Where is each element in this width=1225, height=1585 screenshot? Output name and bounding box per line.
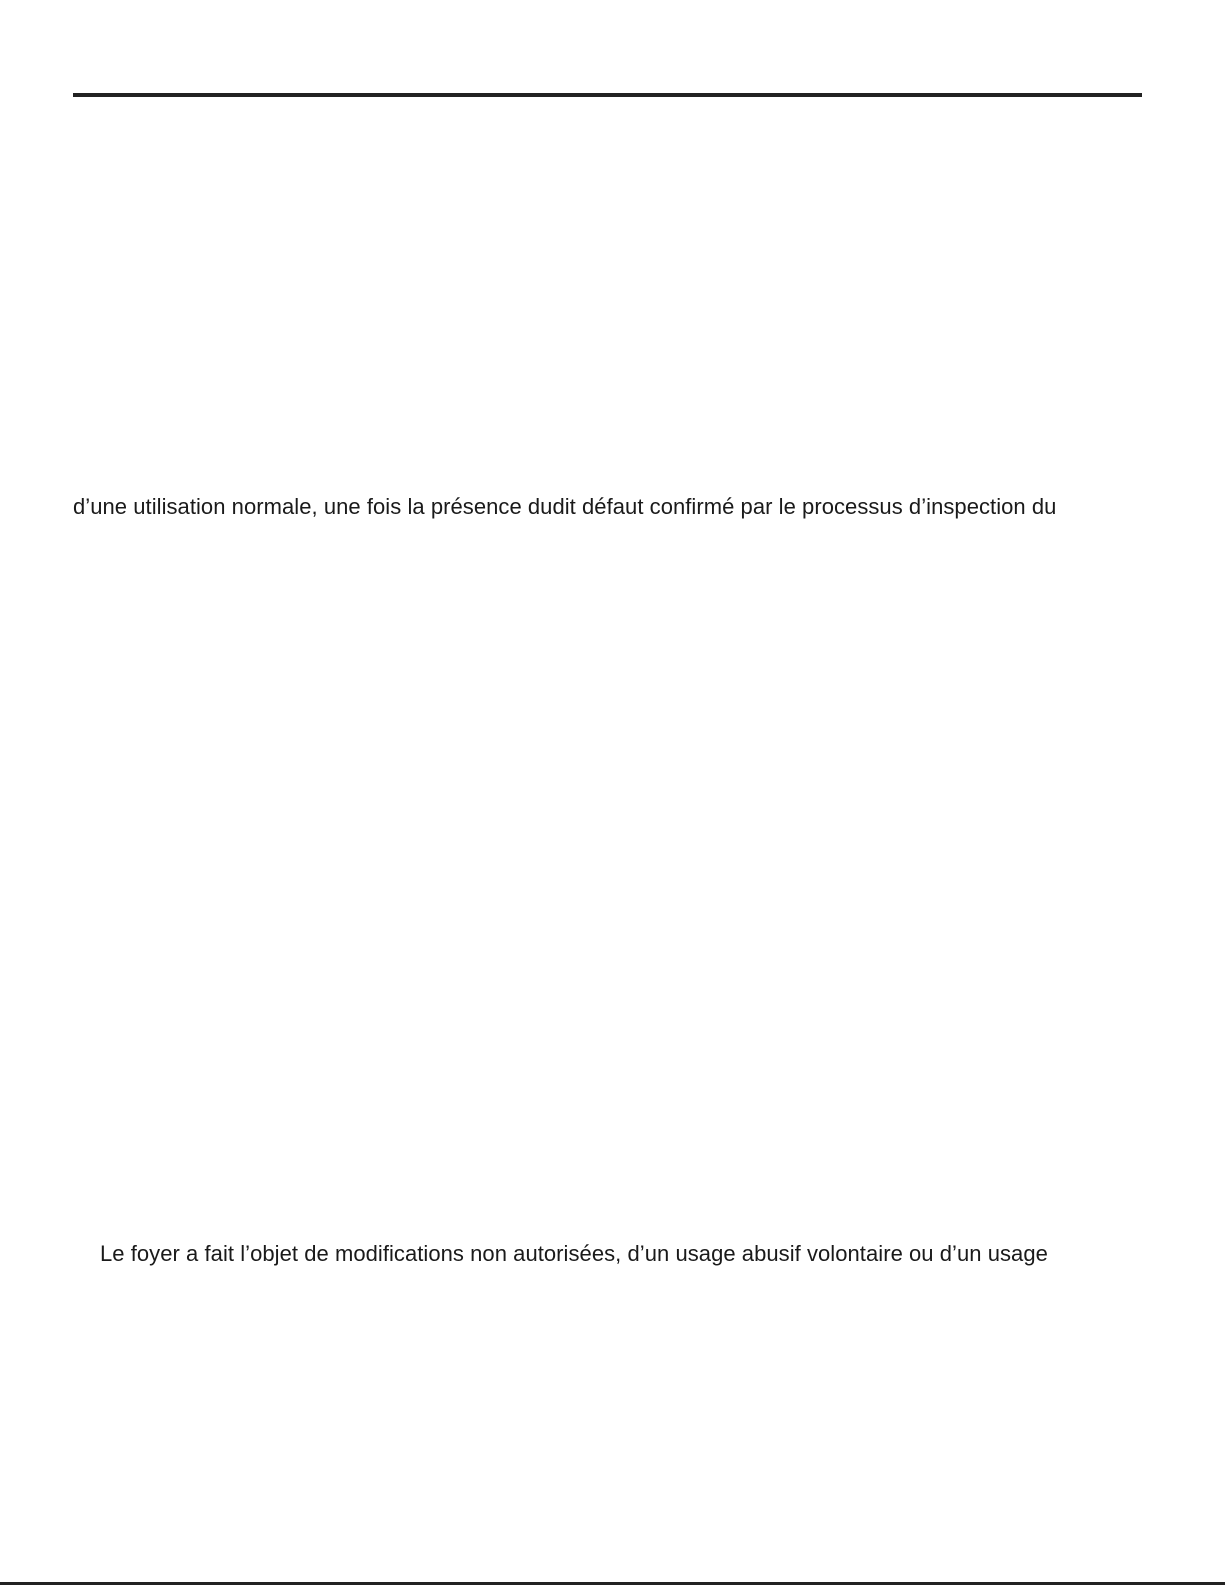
body-text-line: Le foyer a fait l’objet de modifications non autorisées, d’un usage abusif volontaire ou d’un usage bbox=[100, 1241, 1048, 1266]
top-horizontal-rule bbox=[73, 93, 1142, 97]
body-text-line: d’une utilisation normale, une fois la présence dudit défaut confirmé par le processus d’inspection du bbox=[73, 494, 1057, 519]
